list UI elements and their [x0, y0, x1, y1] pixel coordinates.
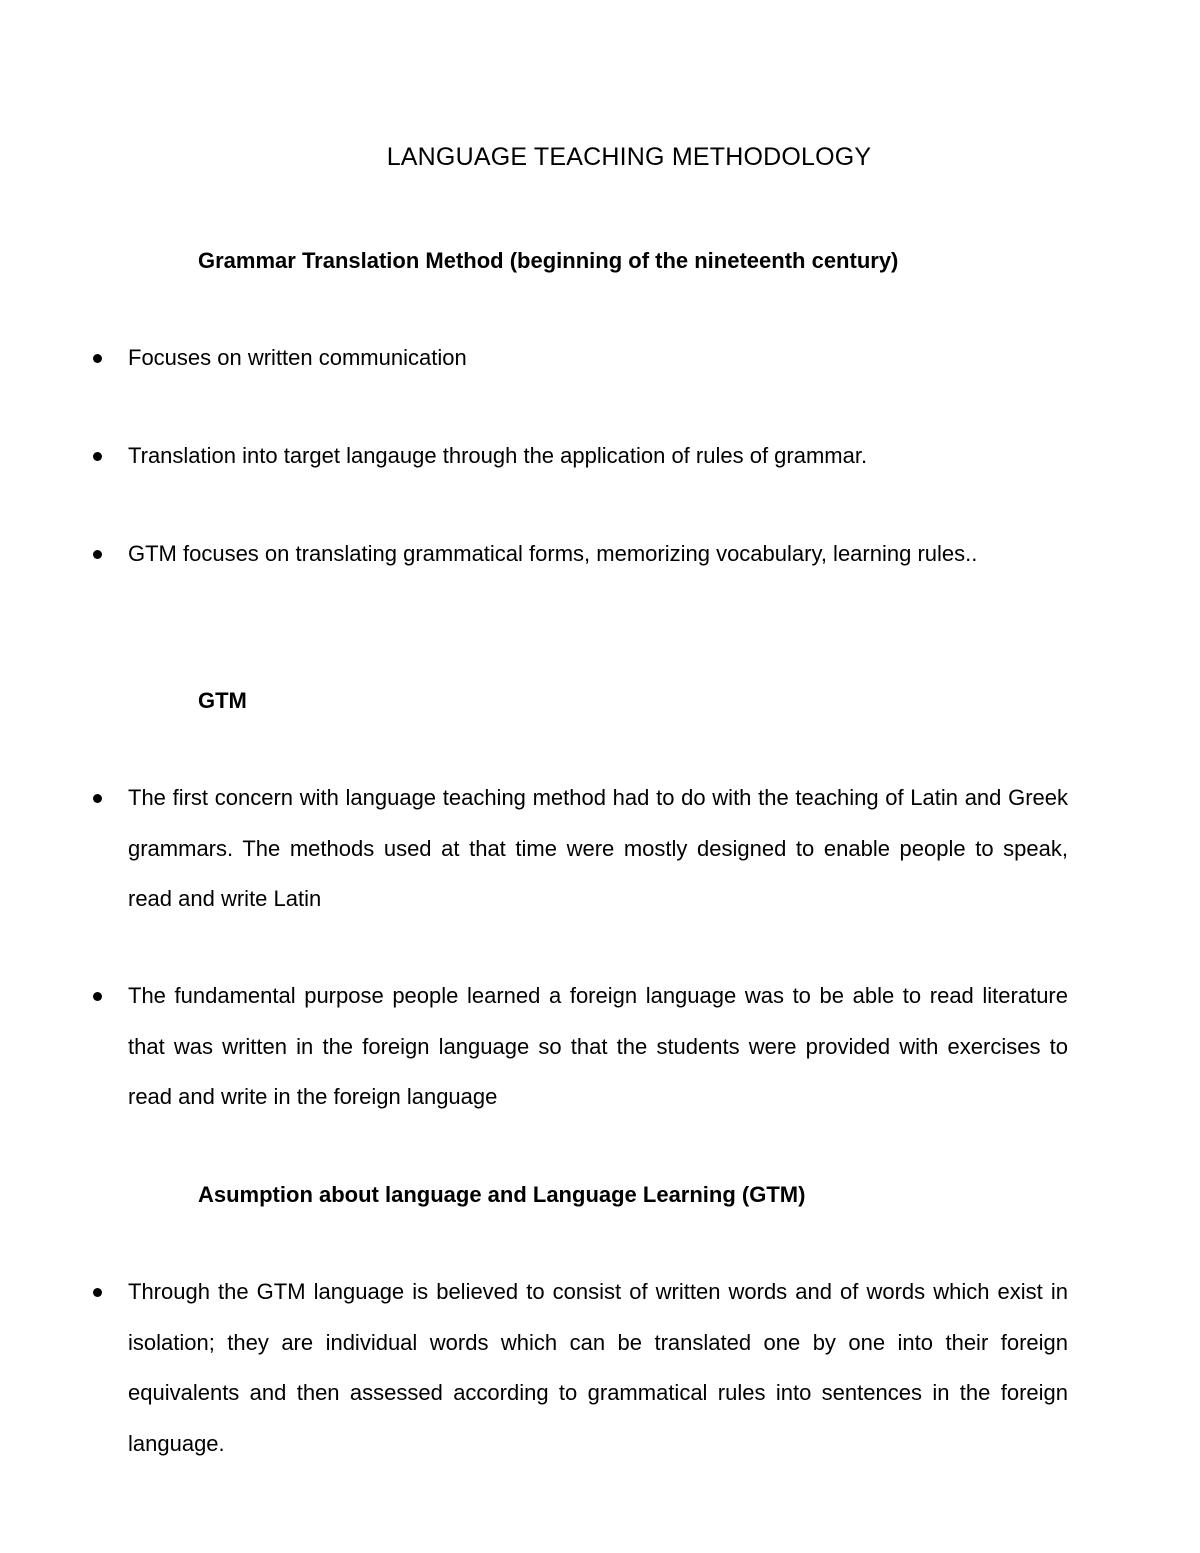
bullet-item: Focuses on written communication — [128, 345, 467, 370]
section-heading-gtm: GTM — [198, 688, 247, 713]
bullet-item: The first concern with language teaching method had to do with the teaching of Latin and Greek grammars. The methods used at that time were mostly designed to enable people to speak, read and write Latin — [128, 785, 1068, 911]
bullet-icon — [93, 550, 102, 559]
bullet-item: Translation into target langauge through the application of rules of grammar. — [128, 443, 868, 468]
bullet-icon — [93, 794, 102, 803]
bullet-icon — [93, 1288, 102, 1297]
bullet-item: Through the GTM language is believed to consist of written words and of words which exist in isolation; they are individual words which can be translated one by one into their foreign equivalents and then assessed according to grammatical rules into sentences in the foreign language. — [128, 1279, 1068, 1456]
section-heading-assumptions: Asumption about language and Language Learning (GTM) — [198, 1182, 806, 1207]
bullet-item: GTM focuses on translating grammatical forms, memorizing vocabulary, learning rules.. — [128, 541, 978, 566]
section-heading-grammar-translation: Grammar Translation Method (beginning of the nineteenth century) — [198, 248, 899, 273]
bullet-icon — [93, 992, 102, 1001]
bullet-item: The fundamental purpose people learned a foreign language was to be able to read literature that was written in the foreign language so that the students were provided with exercises to read and write in the foreign language — [128, 983, 1068, 1109]
bullet-icon — [93, 452, 102, 461]
document-title: LANGUAGE TEACHING METHODOLOGY — [386, 143, 872, 171]
bullet-icon — [93, 354, 102, 363]
